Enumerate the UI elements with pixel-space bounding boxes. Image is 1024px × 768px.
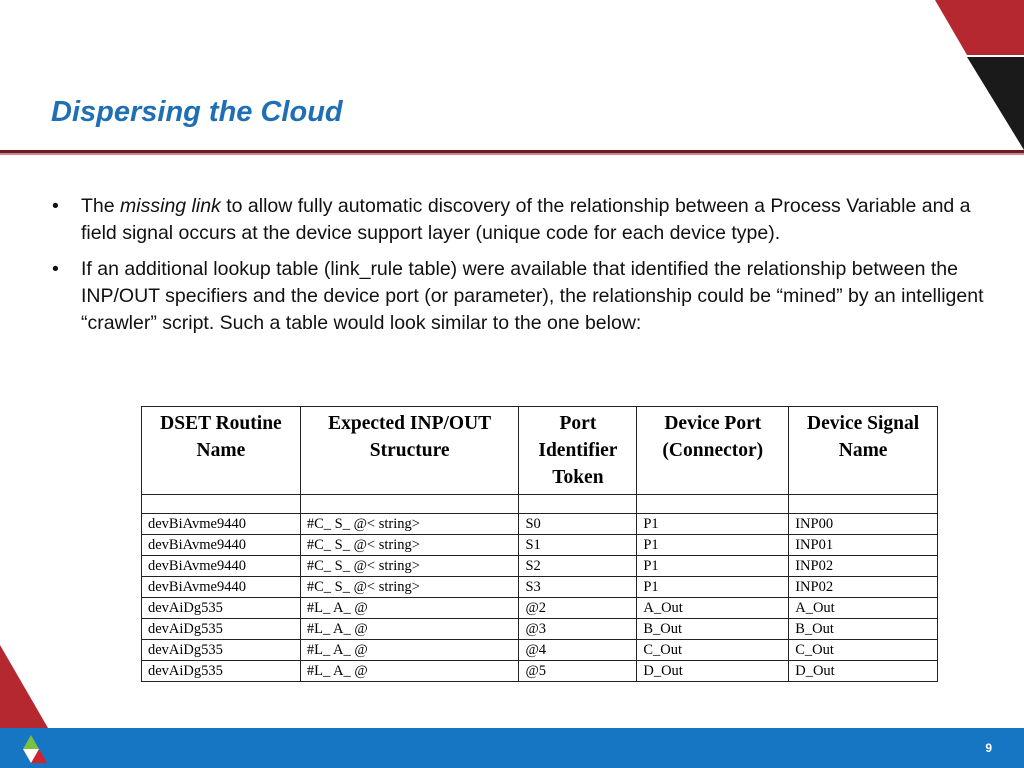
table-cell: devBiAvme9440 <box>142 535 301 556</box>
table-cell: A_Out <box>637 598 789 619</box>
table-cell: INP00 <box>789 514 938 535</box>
table-cell: B_Out <box>789 619 938 640</box>
table-cell: B_Out <box>637 619 789 640</box>
table-cell: INP02 <box>789 556 938 577</box>
bullet-text-emphasis: missing link <box>120 195 221 217</box>
table-cell <box>300 495 519 514</box>
table-cell: A_Out <box>789 598 938 619</box>
table-cell: S2 <box>519 556 637 577</box>
table-cell <box>637 495 789 514</box>
argonne-logo-icon <box>13 733 49 765</box>
table-cell: C_Out <box>637 640 789 661</box>
table-cell: S3 <box>519 577 637 598</box>
table-row <box>142 640 938 661</box>
table-cell: P1 <box>637 556 789 577</box>
table-cell <box>519 495 637 514</box>
table-cell: D_Out <box>637 661 789 682</box>
table-cell: #L_ A_ @ <box>300 619 519 640</box>
table-header-row <box>142 407 938 495</box>
table-cell: devBiAvme9440 <box>142 577 301 598</box>
table-row <box>142 577 938 598</box>
bullet-text-pre: The <box>81 195 121 217</box>
table-row <box>142 514 938 535</box>
table-empty-row <box>142 495 938 514</box>
bullet-marker: • <box>52 195 59 217</box>
slide-title: Dispersing the Cloud <box>51 96 343 128</box>
header-port-identifier-token: Port Identifier Token <box>519 407 637 495</box>
table-cell: P1 <box>637 577 789 598</box>
table-cell <box>789 495 938 514</box>
table-cell: INP02 <box>789 577 938 598</box>
bottom-left-red-shape <box>0 645 48 728</box>
bullet-text-post: to allow fully automatic discovery of the relationship between a Process Variable and a field signal occurs at the device support layer (unique code for each device type). <box>81 195 971 244</box>
footer-bar <box>0 728 1024 768</box>
table-cell: devAiDg535 <box>142 598 301 619</box>
table-cell: #C_ S_ @< string> <box>300 577 519 598</box>
table-cell: D_Out <box>789 661 938 682</box>
bullet-text: If an additional lookup table (link_rule table) were available that identified the relationship between the INP/OUT specifiers and the device port (or parameter), the relationship could be “mined” by an intelligent “crawler” script. Such a table would look similar to the one below: <box>81 258 984 334</box>
table-cell: devBiAvme9440 <box>142 514 301 535</box>
bullet-marker: • <box>52 258 59 280</box>
page-number: 9 <box>985 741 992 755</box>
table-cell: C_Out <box>789 640 938 661</box>
table-cell: #L_ A_ @ <box>300 661 519 682</box>
table-cell <box>142 495 301 514</box>
table-cell: #C_ S_ @< string> <box>300 535 519 556</box>
table-cell: devAiDg535 <box>142 640 301 661</box>
table-cell: devAiDg535 <box>142 661 301 682</box>
table-cell: #C_ S_ @< string> <box>300 514 519 535</box>
table-cell: #C_ S_ @< string> <box>300 556 519 577</box>
table-cell: devBiAvme9440 <box>142 556 301 577</box>
top-right-dark-shape <box>967 57 1024 150</box>
table-cell: INP01 <box>789 535 938 556</box>
table-cell: @2 <box>519 598 637 619</box>
bullet-list <box>52 193 997 346</box>
top-right-red-shape <box>935 0 1024 55</box>
table-cell: @4 <box>519 640 637 661</box>
table-row <box>142 598 938 619</box>
table-row <box>142 661 938 682</box>
table-row <box>142 556 938 577</box>
table-cell: #L_ A_ @ <box>300 598 519 619</box>
table-cell: S1 <box>519 535 637 556</box>
bullet-item-1 <box>52 193 997 247</box>
header-device-signal-name: Device Signal Name <box>789 407 938 495</box>
header-device-port: Device Port (Connector) <box>637 407 789 495</box>
table-row <box>142 535 938 556</box>
table-cell: P1 <box>637 514 789 535</box>
table-cell: #L_ A_ @ <box>300 640 519 661</box>
table-cell: devAiDg535 <box>142 619 301 640</box>
title-divider-shadow <box>0 153 1024 155</box>
table-cell: P1 <box>637 535 789 556</box>
table-cell: @5 <box>519 661 637 682</box>
table-row <box>142 619 938 640</box>
header-dset-routine-name: DSET Routine Name <box>142 407 301 495</box>
table-cell: @3 <box>519 619 637 640</box>
link-rule-table <box>141 406 938 682</box>
header-expected-structure: Expected INP/OUT Structure <box>300 407 519 495</box>
bullet-item-2 <box>52 256 997 337</box>
table-cell: S0 <box>519 514 637 535</box>
